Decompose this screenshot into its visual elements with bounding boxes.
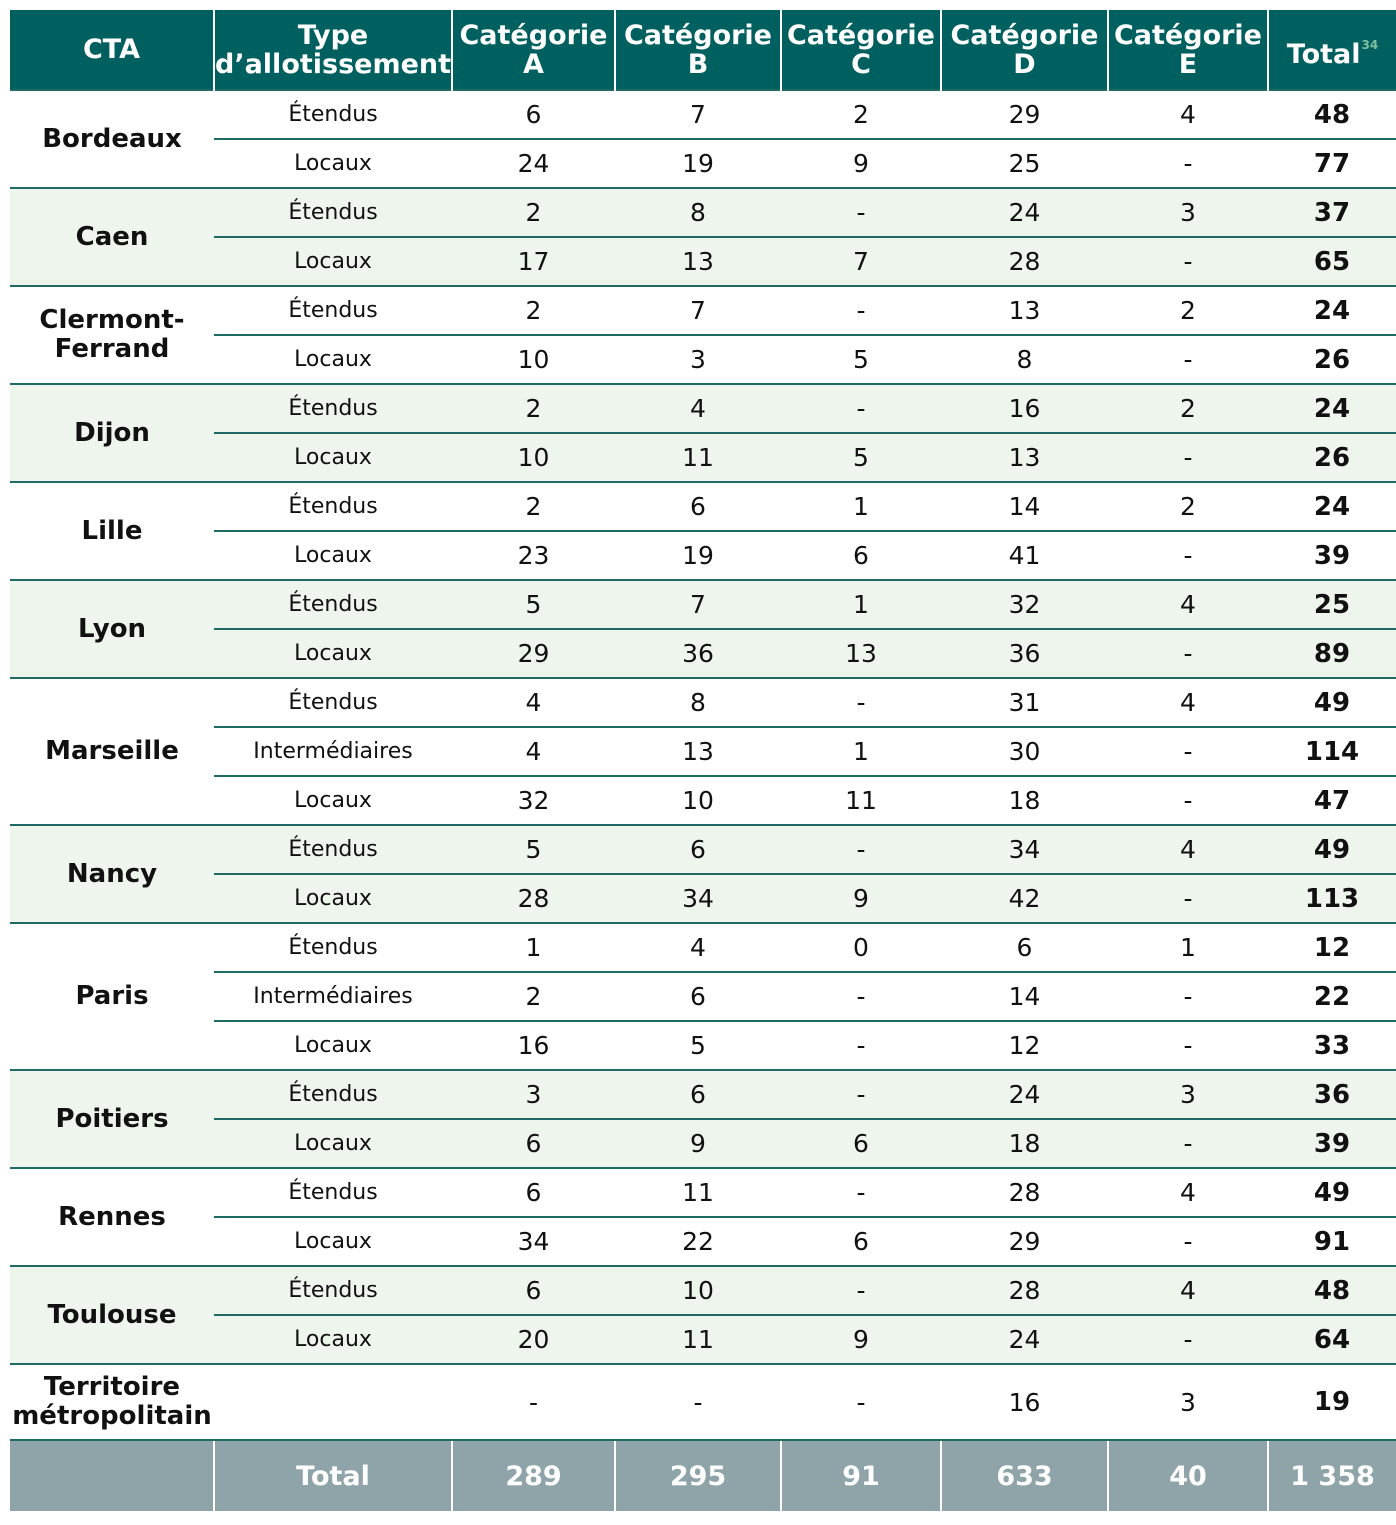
table-row [10,1021,1396,1070]
cat-c-cell: 2 [781,90,941,139]
cat-d-cell: 29 [941,90,1108,139]
cat-d-cell: 25 [941,139,1108,188]
row-total-cell: 48 [1268,1266,1396,1315]
cat-e-cell: 2 [1108,384,1268,433]
cat-a-cell: 2 [452,286,615,335]
allotment-type-cell: Étendus [214,1070,452,1119]
allotment-type-cell: Locaux [214,776,452,825]
cat-b-cell: 36 [615,629,781,678]
cat-c-cell: 9 [781,874,941,923]
table-header [10,10,1396,90]
table-container [10,10,1396,1511]
header-cat-b-line1: Catégorie [623,19,772,51]
row-total-cell: 113 [1268,874,1396,923]
cat-b-cell: 22 [615,1217,781,1266]
cta-name-line: Marseille [45,736,179,766]
cat-e-cell: 4 [1108,825,1268,874]
cat-a-cell: 28 [452,874,615,923]
allotment-type-cell: Locaux [214,874,452,923]
cta-cell [10,188,214,286]
allotment-type-cell: Étendus [214,188,452,237]
header-cat-c [781,10,941,90]
row-total-cell: 12 [1268,923,1396,972]
cat-b-cell: 4 [615,384,781,433]
cat-d-cell: 16 [941,384,1108,433]
table-row [10,335,1396,384]
cta-name-line: Dijon [74,417,150,448]
cat-c-cell: 0 [781,923,941,972]
allotment-type-cell: Locaux [214,1217,452,1266]
cat-e-cell: - [1108,1021,1268,1070]
allotment-table [10,10,1396,1511]
cat-d-cell: 14 [941,482,1108,531]
cta-name-line: Paris [75,981,149,1011]
table-row [10,1168,1396,1217]
cat-b-cell: 6 [615,482,781,531]
cat-e-cell: - [1108,776,1268,825]
cat-a-cell: 34 [452,1217,615,1266]
cat-b-cell: 9 [615,1119,781,1168]
table-row [10,90,1396,139]
header-cat-c-line1: Catégorie [786,19,935,51]
cat-c-cell: 9 [781,1315,941,1364]
cat-d-cell: 16 [941,1364,1108,1440]
total-cat-e: 40 [1108,1440,1268,1511]
allotment-type-cell: Étendus [214,923,452,972]
cat-a-cell: 23 [452,531,615,580]
cta-cell [10,923,214,1070]
header-cat-a [452,10,615,90]
allotment-type-cell: Locaux [214,433,452,482]
cat-b-cell: 7 [615,90,781,139]
cat-e-cell: 4 [1108,1168,1268,1217]
table-row [10,629,1396,678]
cta-name-line: Toulouse [47,1299,177,1330]
header-cat-d-line1: Catégorie [950,19,1099,51]
header-row [10,10,1396,90]
allotment-type-cell: Locaux [214,335,452,384]
cat-b-cell: 19 [615,139,781,188]
cat-b-cell: 6 [615,972,781,1021]
row-total-cell: 39 [1268,1119,1396,1168]
cat-c-cell: - [781,1364,941,1440]
header-cat-d [941,10,1108,90]
header-cat-c-line2: C [851,48,871,80]
header-cat-a-line2: A [523,48,544,80]
allotment-type-cell: Locaux [214,1119,452,1168]
cat-c-cell: 6 [781,1217,941,1266]
table-row [10,237,1396,286]
cat-c-cell: 7 [781,237,941,286]
cat-e-cell: - [1108,335,1268,384]
cat-a-cell: 2 [452,972,615,1021]
header-type-line2: d’allotissement [215,48,452,80]
cat-e-cell: - [1108,727,1268,776]
table-footer [10,1440,1396,1511]
table-row [10,531,1396,580]
row-total-cell: 37 [1268,188,1396,237]
cat-a-cell: 29 [452,629,615,678]
cat-e-cell: - [1108,1119,1268,1168]
header-cat-e-line2: E [1178,48,1198,80]
cat-d-cell: 6 [941,923,1108,972]
table-row [10,1315,1396,1364]
cat-e-cell: 4 [1108,90,1268,139]
cta-cell [10,1266,214,1364]
cat-d-cell: 18 [941,1119,1108,1168]
allotment-type-cell: Étendus [214,825,452,874]
total-cat-c: 91 [781,1440,941,1511]
cat-d-cell: 24 [941,1070,1108,1119]
row-total-cell: 49 [1268,1168,1396,1217]
row-total-cell: 114 [1268,727,1396,776]
allotment-type-cell: Intermédiaires [214,972,452,1021]
allotment-type-cell: Locaux [214,629,452,678]
row-total-cell: 26 [1268,433,1396,482]
cat-e-cell: - [1108,629,1268,678]
cat-b-cell: - [615,1364,781,1440]
cat-e-cell: 2 [1108,482,1268,531]
row-total-cell: 19 [1268,1364,1396,1440]
cat-d-cell: 28 [941,1266,1108,1315]
row-total-cell: 49 [1268,678,1396,727]
cat-b-cell: 7 [615,286,781,335]
table-row [10,482,1396,531]
table-row [10,874,1396,923]
cat-c-cell: - [781,825,941,874]
cat-a-cell: 6 [452,1119,615,1168]
table-row [10,1217,1396,1266]
cat-e-cell: 3 [1108,188,1268,237]
total-grand: 1 358 [1268,1440,1396,1511]
cta-cell [10,678,214,825]
table-row [10,139,1396,188]
row-total-cell: 24 [1268,384,1396,433]
cat-c-cell: 6 [781,531,941,580]
row-total-cell: 77 [1268,139,1396,188]
cta-cell [10,580,214,678]
cat-b-cell: 7 [615,580,781,629]
total-row [10,1440,1396,1511]
total-cat-a: 289 [452,1440,615,1511]
cat-b-cell: 13 [615,237,781,286]
table-row [10,1070,1396,1119]
cta-name-line: Poitiers [55,1103,169,1134]
cat-b-cell: 8 [615,678,781,727]
cat-d-cell: 13 [941,433,1108,482]
header-cat-b [615,10,781,90]
cat-b-cell: 6 [615,825,781,874]
allotment-type-cell: Étendus [214,1168,452,1217]
row-total-cell: 26 [1268,335,1396,384]
row-total-cell: 25 [1268,580,1396,629]
cat-c-cell: - [781,188,941,237]
cat-b-cell: 6 [615,1070,781,1119]
table-row [10,433,1396,482]
cat-c-cell: - [781,1021,941,1070]
cat-b-cell: 34 [615,874,781,923]
header-cat-b-line2: B [687,48,709,80]
header-total-label: Total [1286,38,1361,70]
cta-cell [10,384,214,482]
cta-cell [10,482,214,580]
cat-e-cell: - [1108,531,1268,580]
row-total-cell: 49 [1268,825,1396,874]
cta-name-line: métropolitain [12,1401,212,1431]
cat-c-cell: 1 [781,482,941,531]
cat-a-cell: 4 [452,727,615,776]
row-total-cell: 65 [1268,237,1396,286]
cat-a-cell: 24 [452,139,615,188]
cat-b-cell: 3 [615,335,781,384]
cat-d-cell: 18 [941,776,1108,825]
cat-c-cell: - [781,384,941,433]
row-total-cell: 24 [1268,286,1396,335]
cat-d-cell: 32 [941,580,1108,629]
table-row [10,923,1396,972]
cta-cell [10,90,214,188]
table-row [10,188,1396,237]
cat-d-cell: 28 [941,1168,1108,1217]
row-total-cell: 47 [1268,776,1396,825]
header-cat-a-line1: Catégorie [459,19,608,51]
cat-e-cell: 4 [1108,580,1268,629]
cat-b-cell: 10 [615,776,781,825]
cat-a-cell: 5 [452,580,615,629]
allotment-type-cell: Étendus [214,580,452,629]
cat-a-cell: 10 [452,433,615,482]
allotment-type-cell: Locaux [214,531,452,580]
cat-e-cell: - [1108,874,1268,923]
allotment-type-cell: Étendus [214,384,452,433]
cta-cell [10,1168,214,1266]
table-row [10,776,1396,825]
table-row [10,1266,1396,1315]
cat-b-cell: 10 [615,1266,781,1315]
cat-c-cell: - [781,678,941,727]
cat-d-cell: 24 [941,1315,1108,1364]
cat-d-cell: 30 [941,727,1108,776]
allotment-type-cell: Locaux [214,1315,452,1364]
table-row [10,678,1396,727]
cat-a-cell: 2 [452,384,615,433]
footnote-marker: 34 [1361,37,1379,52]
cta-cell [10,825,214,923]
cat-d-cell: 14 [941,972,1108,1021]
allotment-type-cell: Étendus [214,286,452,335]
cat-e-cell: - [1108,237,1268,286]
header-type [214,10,452,90]
cat-d-cell: 24 [941,188,1108,237]
table-row [10,727,1396,776]
cat-e-cell: 3 [1108,1070,1268,1119]
cat-d-cell: 8 [941,335,1108,384]
cat-c-cell: 6 [781,1119,941,1168]
cat-b-cell: 8 [615,188,781,237]
cat-d-cell: 29 [941,1217,1108,1266]
allotment-type-cell: Intermédiaires [214,727,452,776]
cat-c-cell: 1 [781,727,941,776]
table-row [10,384,1396,433]
table-row [10,580,1396,629]
row-total-cell: 24 [1268,482,1396,531]
cta-cell [10,1070,214,1168]
table-row [10,972,1396,1021]
cat-d-cell: 41 [941,531,1108,580]
row-total-cell: 48 [1268,90,1396,139]
cat-d-cell: 13 [941,286,1108,335]
cat-a-cell: 4 [452,678,615,727]
cat-a-cell: 6 [452,90,615,139]
cat-b-cell: 11 [615,433,781,482]
row-total-cell: 33 [1268,1021,1396,1070]
allotment-type-cell: Étendus [214,678,452,727]
allotment-type-cell: Locaux [214,237,452,286]
allotment-type-cell: Locaux [214,139,452,188]
cat-d-cell: 36 [941,629,1108,678]
cat-b-cell: 11 [615,1168,781,1217]
cat-e-cell: 4 [1108,1266,1268,1315]
cat-c-cell: 13 [781,629,941,678]
cta-name-line: Lyon [77,613,147,644]
cat-e-cell: - [1108,139,1268,188]
row-total-cell: 91 [1268,1217,1396,1266]
cat-a-cell: 2 [452,482,615,531]
cat-e-cell: - [1108,433,1268,482]
cat-e-cell: 3 [1108,1364,1268,1440]
cat-b-cell: 13 [615,727,781,776]
table-row [10,286,1396,335]
cat-d-cell: 28 [941,237,1108,286]
cta-cell [10,1364,214,1440]
total-cat-d: 633 [941,1440,1108,1511]
cat-b-cell: 19 [615,531,781,580]
table-body [10,90,1396,1440]
cat-e-cell: 4 [1108,678,1268,727]
total-row-label: Total [214,1440,452,1511]
cat-c-cell: 5 [781,335,941,384]
cat-c-cell: - [781,1266,941,1315]
table-row [10,825,1396,874]
cat-c-cell: - [781,1070,941,1119]
allotment-type-cell [214,1364,452,1440]
row-total-cell: 89 [1268,629,1396,678]
cta-cell [10,286,214,384]
header-type-line1: Type [297,19,369,51]
allotment-type-cell: Locaux [214,1021,452,1070]
cat-a-cell: 32 [452,776,615,825]
cat-e-cell: - [1108,1315,1268,1364]
header-cat-e [1108,10,1268,90]
cat-a-cell: 3 [452,1070,615,1119]
header-cta: CTA [10,10,214,90]
cat-d-cell: 42 [941,874,1108,923]
cta-name-line: Nancy [66,858,158,889]
header-cat-d-line2: D [1013,48,1036,80]
cat-a-cell: - [452,1364,615,1440]
cat-d-cell: 12 [941,1021,1108,1070]
cat-b-cell: 4 [615,923,781,972]
cat-a-cell: 6 [452,1168,615,1217]
cta-name-line: Caen [75,221,149,252]
cat-e-cell: 2 [1108,286,1268,335]
header-cat-e-line1: Catégorie [1113,19,1262,51]
row-total-cell: 39 [1268,531,1396,580]
cat-e-cell: - [1108,972,1268,1021]
cta-name-line: Territoire [43,1372,181,1402]
cta-name-line: Lille [81,515,143,546]
cat-c-cell: 9 [781,139,941,188]
cat-c-cell: 11 [781,776,941,825]
cat-c-cell: - [781,286,941,335]
total-cat-b: 295 [615,1440,781,1511]
allotment-type-cell: Étendus [214,482,452,531]
cat-c-cell: - [781,972,941,1021]
cat-a-cell: 17 [452,237,615,286]
cat-a-cell: 5 [452,825,615,874]
cat-b-cell: 5 [615,1021,781,1070]
cat-a-cell: 20 [452,1315,615,1364]
allotment-type-cell: Étendus [214,90,452,139]
table-row [10,1119,1396,1168]
row-total-cell: 36 [1268,1070,1396,1119]
cat-a-cell: 6 [452,1266,615,1315]
cat-a-cell: 2 [452,188,615,237]
total-row-blank [10,1440,214,1511]
table-row [10,1364,1396,1440]
cat-a-cell: 16 [452,1021,615,1070]
cat-a-cell: 10 [452,335,615,384]
cat-c-cell: 5 [781,433,941,482]
cat-c-cell: 1 [781,580,941,629]
cat-e-cell: - [1108,1217,1268,1266]
cta-name-line: Rennes [58,1201,166,1232]
row-total-cell: 22 [1268,972,1396,1021]
cat-d-cell: 34 [941,825,1108,874]
cat-e-cell: 1 [1108,923,1268,972]
cat-b-cell: 11 [615,1315,781,1364]
cat-a-cell: 1 [452,923,615,972]
cta-name-line: Clermont- [39,305,185,335]
allotment-type-cell: Étendus [214,1266,452,1315]
cat-c-cell: - [781,1168,941,1217]
row-total-cell: 64 [1268,1315,1396,1364]
header-total [1268,10,1396,90]
cat-d-cell: 31 [941,678,1108,727]
cta-name-line: Ferrand [54,334,170,364]
cta-name-line: Bordeaux [42,123,182,154]
